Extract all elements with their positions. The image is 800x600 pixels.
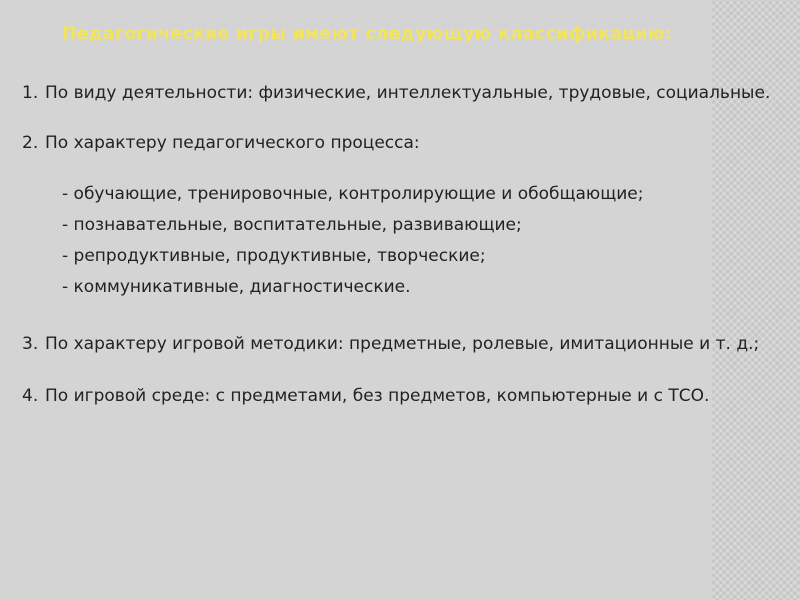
list-item (22, 132, 792, 154)
list-item (22, 333, 792, 355)
item-number: 2. (22, 133, 39, 153)
sub-list-item: - познавательные, воспитательные, развивающие; (62, 215, 522, 235)
item-number: 3. (22, 334, 39, 354)
item-text: По виду деятельности: физические, интеллектуальные, трудовые, социальные. (45, 83, 771, 103)
sub-list-item: - коммуникативные, диагностические. (62, 277, 411, 297)
sub-list (22, 183, 792, 307)
sub-list-item: - репродуктивные, продуктивные, творческие; (62, 246, 486, 266)
item-text: По характеру педагогического процесса: (45, 133, 420, 153)
item-number: 4. (22, 386, 39, 406)
list-item (22, 82, 792, 104)
slide-title: Педагогические игры имеют следующую классификацию: (62, 24, 673, 44)
item-text: По игровой среде: с предметами, без предметов, компьютерные и с ТСО. (45, 386, 710, 406)
item-text: По характеру игровой методики: предметные, ролевые, имитационные и т. д.; (45, 334, 760, 354)
slide-content (22, 82, 792, 407)
sub-list-item: - обучающие, тренировочные, контролирующие и обобщающие; (62, 184, 644, 204)
item-number: 1. (22, 83, 39, 103)
list-item (22, 385, 792, 407)
